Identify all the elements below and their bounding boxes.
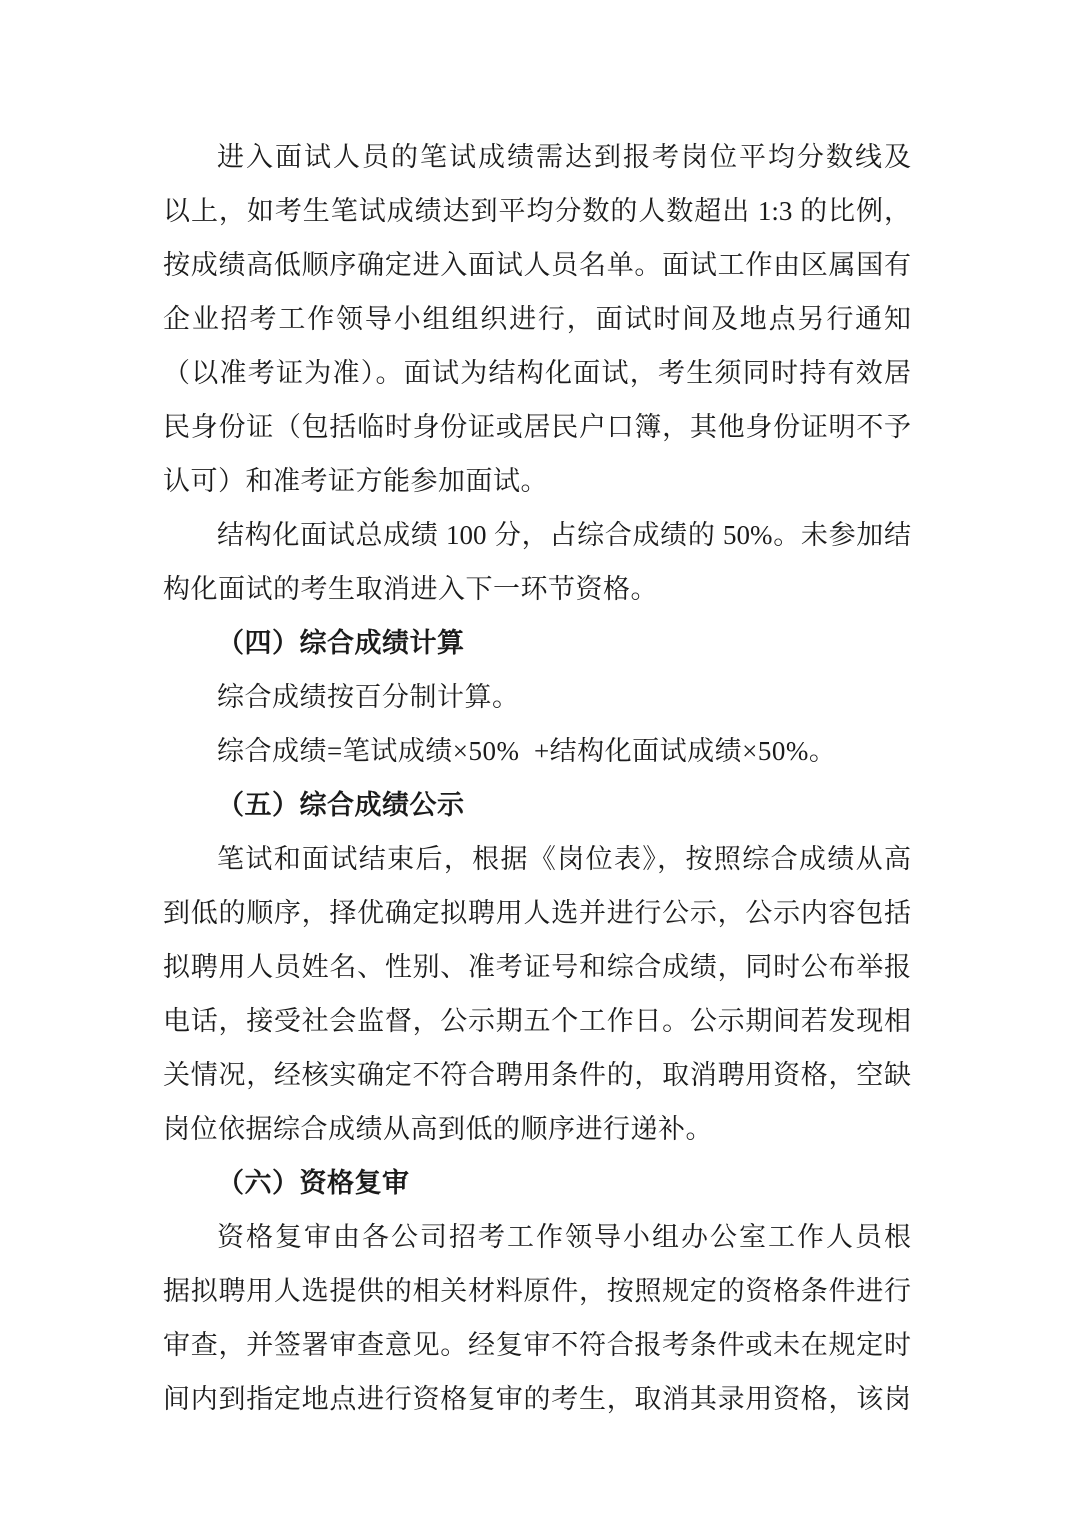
body-line: 以上，如考生笔试成绩达到平均分数的人数超出 1:3 的比例， bbox=[163, 196, 911, 226]
body-line: 电话，接受社会监督，公示期五个工作日。公示期间若发现相 bbox=[163, 1006, 911, 1036]
body-line: 认可）和准考证方能参加面试。 bbox=[163, 466, 548, 496]
body-line: 企业招考工作领导小组组织进行，面试时间及地点另行通知 bbox=[163, 304, 911, 334]
body-line: 审查，并签署审查意见。经复审不符合报考条件或未在规定时 bbox=[163, 1330, 911, 1360]
body-line: 关情况，经核实确定不符合聘用条件的，取消聘用资格，空缺 bbox=[163, 1060, 911, 1090]
body-line: 资格复审由各公司招考工作领导小组办公室工作人员根 bbox=[217, 1222, 911, 1252]
body-line: 拟聘用人员姓名、性别、准考证号和综合成绩，同时公布举报 bbox=[163, 952, 911, 982]
body-line: 综合成绩按百分制计算。 bbox=[217, 682, 520, 712]
body-line: 民身份证（包括临时身份证或居民户口簿，其他身份证明不予 bbox=[163, 412, 911, 442]
body-line: 进入面试人员的笔试成绩需达到报考岗位平均分数线及 bbox=[217, 142, 911, 172]
body-line: 构化面试的考生取消进入下一环节资格。 bbox=[163, 574, 658, 604]
body-line: 结构化面试总成绩 100 分，占综合成绩的 50%。未参加结 bbox=[217, 520, 911, 550]
body-line: （以准考证为准）。面试为结构化面试，考生须同时持有效居 bbox=[163, 358, 911, 388]
section-heading-6: （六）资格复审 bbox=[217, 1168, 410, 1198]
body-line-formula: 综合成绩=笔试成绩×50% +结构化面试成绩×50%。 bbox=[217, 736, 837, 766]
section-heading-4: （四）综合成绩计算 bbox=[217, 628, 465, 658]
section-heading-5: （五）综合成绩公示 bbox=[217, 790, 465, 820]
body-line: 笔试和面试结束后，根据《岗位表》，按照综合成绩从高 bbox=[217, 844, 911, 874]
body-line: 到低的顺序，择优确定拟聘用人选并进行公示，公示内容包括 bbox=[163, 898, 911, 928]
body-line: 据拟聘用人选提供的相关材料原件，按照规定的资格条件进行 bbox=[163, 1276, 911, 1306]
body-line: 间内到指定地点进行资格复审的考生，取消其录用资格，该岗 bbox=[163, 1384, 911, 1414]
body-line: 按成绩高低顺序确定进入面试人员名单。面试工作由区属国有 bbox=[163, 250, 911, 280]
body-line: 岗位依据综合成绩从高到低的顺序进行递补。 bbox=[163, 1114, 713, 1144]
